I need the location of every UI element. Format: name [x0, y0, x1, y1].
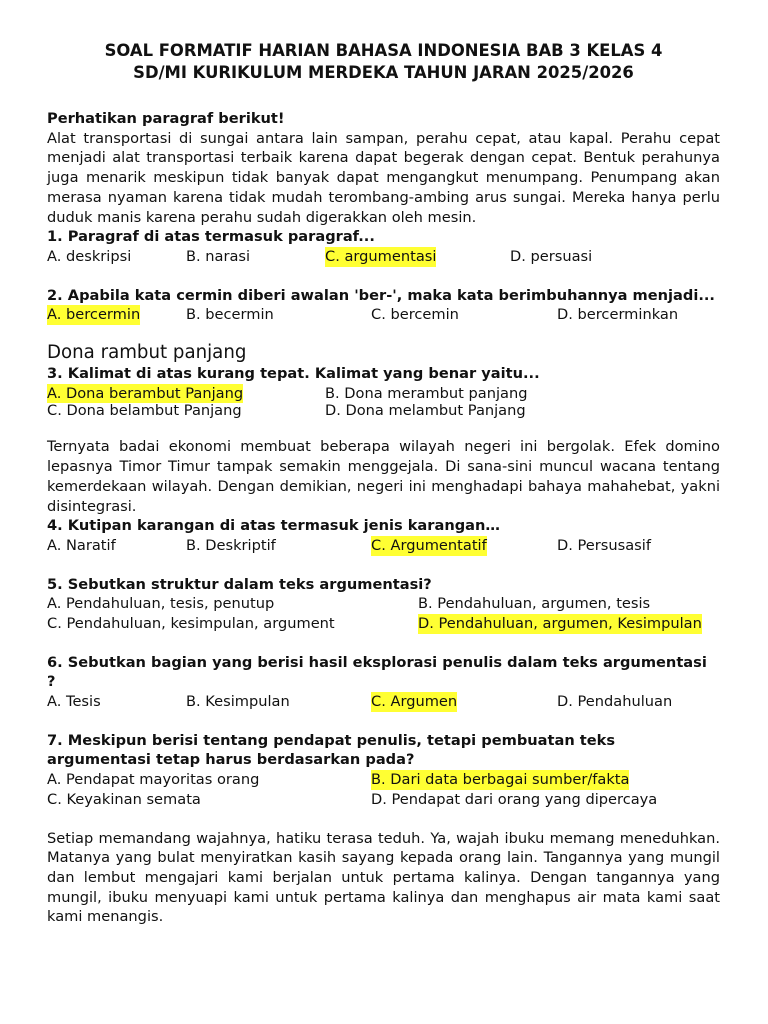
q3-option-a-answer[interactable]: A. Dona berambut Panjang	[47, 384, 244, 402]
q7-option-d[interactable]: D. Pendapat dari orang yang dipercaya	[371, 790, 658, 808]
question-1-options	[47, 247, 720, 267]
question-3-options-row-1	[47, 384, 720, 401]
question-7-options-row-2	[47, 790, 720, 810]
paragraph-economy: Ternyata badai ekonomi membuat beberapa wilayah negeri ini bergolak. Efek domino lepasnya Timor Timur tampak semakin menggejala. Di sana-sini muncul wacana tentang kemerdekaan wilayah. Dengan demikian, negeri ini menghadapi bahaya mahahebat, yakni disintegrasi.	[47, 438, 720, 515]
q4-option-d[interactable]: D. Persusasif	[557, 536, 651, 554]
q6-option-c-answer[interactable]: C. Argumen	[371, 693, 458, 711]
q6-option-a[interactable]: A. Tesis	[47, 693, 101, 711]
question-3-options-row-2	[47, 401, 720, 421]
q2-option-c[interactable]: C. bercemin	[371, 306, 459, 324]
q5-option-c[interactable]: C. Pendahuluan, kesimpulan, argument	[47, 614, 335, 632]
paragraph-transport: Alat transportasi di sungai antara lain sampan, perahu cepat, atau kapal. Perahu cepat menjadi alat transportasi terbaik karena dapat begerak dengan cepat. Bentuk perahunya juga menarik meskipun tidak banyak dapat mengangkut menumpang. Penumpang akan merasa nyaman karena tidak mudah terombang-ambing arus sungai. Mereka hanya perlu duduk manis karena perahu sudah digerakkan oleh mesin.	[47, 129, 720, 226]
q6-option-b[interactable]: B. Kesimpulan	[186, 693, 290, 711]
q3-option-b[interactable]: B. Dona merambut panjang	[325, 384, 528, 402]
q1-option-b[interactable]: B. narasi	[186, 247, 251, 265]
q5-option-d-answer[interactable]: D. Pendahuluan, argumen, Kesimpulan	[418, 614, 702, 632]
q2-option-d[interactable]: D. bercerminkan	[557, 306, 679, 324]
q7-option-b-answer[interactable]: B. Dari data berbagai sumber/fakta	[371, 771, 630, 789]
question-4-options	[47, 536, 720, 556]
question-3: 3. Kalimat di atas kurang tepat. Kalimat yang benar yaitu...	[47, 365, 540, 382]
q7-option-c[interactable]: C. Keyakinan semata	[47, 790, 201, 808]
q3-option-c[interactable]: C. Dona belambut Panjang	[47, 401, 242, 419]
question-4: 4. Kutipan karangan di atas termasuk jenis karangan…	[47, 517, 500, 535]
document-title-line-2: SD/MI KURIKULUM MERDEKA TAHUN JARAN 2025/2026	[133, 63, 634, 82]
q5-option-b[interactable]: B. Pendahuluan, argumen, tesis	[418, 595, 651, 613]
q1-option-c-answer[interactable]: C. argumentasi	[325, 247, 437, 265]
q2-option-a-answer[interactable]: A. bercermin	[47, 306, 141, 324]
q3-option-d[interactable]: D. Dona melambut Panjang	[325, 401, 526, 419]
q1-option-d[interactable]: D. persuasi	[510, 247, 593, 265]
paragraph-mother: Setiap memandang wajahnya, hatiku terasa teduh. Ya, wajah ibuku memang meneduhkan. Matanya yang bulat menyiratkan kasih sayang kepada orang lain. Tangannya yang mungil dan lembut mengajari kami berjalan untuk pertama kalinya. Dengan tangannya yang mungil, ibuku menyuapi kami untuk pertama kalinya dan menghapus air mata kami saat kami menangis.	[47, 829, 720, 926]
question-5-options-row-2	[47, 614, 720, 634]
question-6-options	[47, 692, 720, 712]
intro-label: Perhatikan paragraf berikut!	[47, 110, 285, 127]
question-7: 7. Meskipun berisi tentang pendapat penulis, tetapi pembuatan teks argumentasi tetap harus berdasarkan pada?	[47, 731, 616, 769]
document-title-line-1: SOAL FORMATIF HARIAN BAHASA INDONESIA BAB 3 KELAS 4	[104, 41, 663, 60]
q7-option-a[interactable]: A. Pendapat mayoritas orang	[47, 771, 260, 789]
sentence-heading: Dona rambut panjang	[47, 342, 247, 363]
q4-option-a[interactable]: A. Naratif	[47, 536, 116, 554]
q6-option-d[interactable]: D. Pendahuluan	[557, 693, 673, 711]
q4-option-c-answer[interactable]: C. Argumentatif	[371, 536, 487, 554]
question-2-options	[47, 305, 720, 325]
document-page	[47, 40, 720, 927]
question-5: 5. Sebutkan struktur dalam teks argumentasi?	[47, 575, 432, 593]
q1-option-a[interactable]: A. deskripsi	[47, 247, 132, 265]
question-6: 6. Sebutkan bagian yang berisi hasil eksplorasi penulis dalam teks argumentasi ?	[47, 653, 707, 691]
question-2: 2. Apabila kata cermin diberi awalan 'ber-', maka kata berimbuhannya menjadi...	[47, 286, 715, 304]
question-7-options-row-1	[47, 770, 720, 790]
q4-option-b[interactable]: B. Deskriptif	[186, 536, 276, 554]
q2-option-b[interactable]: B. becermin	[186, 306, 274, 324]
question-1: 1. Paragraf di atas termasuk paragraf...	[47, 228, 375, 246]
q5-option-a[interactable]: A. Pendahuluan, tesis, penutup	[47, 595, 275, 613]
question-5-options-row-1	[47, 594, 720, 614]
